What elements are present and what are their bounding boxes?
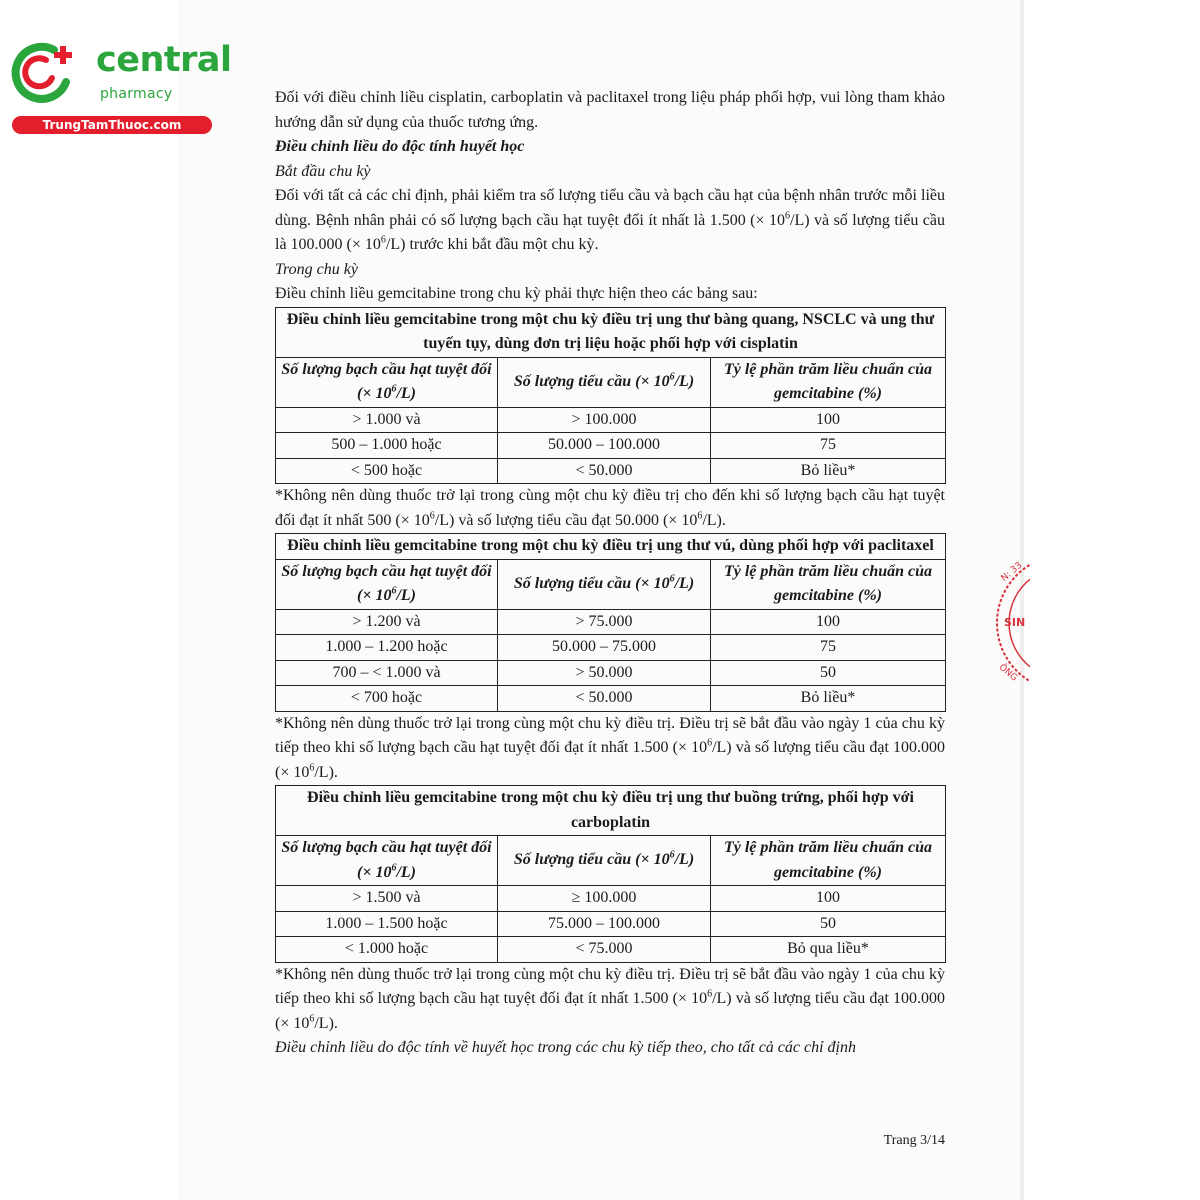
table-row: 700 – < 1.000 và > 50.000 50 xyxy=(276,660,946,686)
table-title: Điều chỉnh liều gemcitabine trong một chu kỳ điều trị ung thư vú, dùng phối hợp với paclitaxel xyxy=(276,534,946,560)
logo-url-badge[interactable]: TrungTamThuoc.com xyxy=(12,116,212,134)
paragraph-start-cycle: Đối với tất cả các chỉ định, phải kiểm tra số lượng tiểu cầu và bạch cầu hạt của bệnh nhân trước mỗi liều dùng. Bệnh nhân phải có số lượng bạch cầu hạt tuyệt đối ít nhất là 1.500 (× $10^6/L$) và số lượng tiểu cầu là 100.000 (× $10^6/L$) trước khi bắt đầu một chu kỳ. xyxy=(275,187,945,253)
subheading-start-cycle: Bắt đầu chu kỳ xyxy=(275,162,371,180)
document-body xyxy=(275,86,945,1061)
column-header-dose-percent: Tỷ lệ phần trăm liều chuẩn của gemcitabine (%) xyxy=(711,559,946,609)
dose-table-breast xyxy=(275,533,946,712)
column-header-dose-percent: Tỷ lệ phần trăm liều chuẩn của gemcitabine (%) xyxy=(711,836,946,886)
pharmacy-cross-icon xyxy=(10,38,78,106)
page-number: Trang 3/14 xyxy=(883,1133,945,1148)
logo-name: central xyxy=(96,40,232,80)
subheading-in-cycle: Trong chu kỳ xyxy=(275,260,358,278)
column-header-platelets: Số lượng tiểu cầu (× $10^6/L$) xyxy=(498,357,711,407)
paragraph-in-cycle: Điều chỉnh liều gemcitabine trong chu kỳ phải thực hiện theo các bảng sau: xyxy=(275,285,758,302)
dose-table-ovarian xyxy=(275,785,946,963)
stamp-line-mid: SIN xyxy=(1004,616,1026,629)
central-pharmacy-logo[interactable] xyxy=(10,38,232,138)
column-header-granulocytes: Số lượng bạch cầu hạt tuyệt đối (× $10^6/L$) xyxy=(276,559,498,609)
footnote-table-1: *Không nên dùng thuốc trở lại trong cùng một chu kỳ điều trị cho đến khi số lượng bạch cầu hạt tuyệt đối đạt ít nhất 500 (× $10^6/L$) và số lượng tiểu cầu đạt 50.000 (× $10^6/L$). xyxy=(275,487,945,529)
column-header-dose-percent: Tỷ lệ phần trăm liều chuẩn của gemcitabine (%) xyxy=(711,357,946,407)
table-row: 500 – 1.000 hoặc 50.000 – 100.000 75 xyxy=(276,433,946,459)
footnote-table-2: *Không nên dùng thuốc trở lại trong cùng một chu kỳ điều trị. Điều trị sẽ bắt đầu vào ngày 1 của chu kỳ tiếp theo khi số lượng bạch cầu hạt tuyệt đối đạt ít nhất 1.500 (× $10^6/L$) và số lượng tiểu cầu đạt 100.000 (× $10^6/L$). xyxy=(275,714,945,781)
dose-table-bladder-nsclc-pancreatic xyxy=(275,307,946,485)
column-header-platelets: Số lượng tiểu cầu (× $10^6/L$) xyxy=(498,836,711,886)
stamp-line-top: N: 33 xyxy=(999,560,1025,584)
stamp-line-bot: ÔNG xyxy=(996,662,1020,684)
table-row: > 1.000 và > 100.000 100 xyxy=(276,407,946,433)
column-header-granulocytes: Số lượng bạch cầu hạt tuyệt đối (× $10^6/L$) xyxy=(276,836,498,886)
footnote-table-3: *Không nên dùng thuốc trở lại trong cùng một chu kỳ điều trị. Điều trị sẽ bắt đầu vào ngày 1 của chu kỳ tiếp theo khi số lượng bạch cầu hạt tuyệt đối đạt ít nhất 1.500 (× $10^6/L$) và số lượng tiểu cầu đạt 100.000 (× $10^6/L$). xyxy=(275,965,945,1032)
table-row: < 500 hoặc < 50.000 Bỏ liều* xyxy=(276,458,946,484)
intro-paragraph: Đối với điều chỉnh liều cisplatin, carboplatin và paclitaxel trong liệu pháp phối hợp, vui lòng tham khảo hướng dẫn sử dụng của thuốc tương ứng. xyxy=(275,89,945,131)
red-stamp xyxy=(990,548,1030,698)
table-title: Điều chỉnh liều gemcitabine trong một chu kỳ điều trị ung thư bàng quang, NSCLC và ung thư tuyến tụy, dùng đơn trị liệu hoặc phối hợp với cisplatin xyxy=(276,307,946,357)
table-row: 1.000 – 1.200 hoặc 50.000 – 75.000 75 xyxy=(276,635,946,661)
column-header-platelets: Số lượng tiểu cầu (× $10^6/L$) xyxy=(498,559,711,609)
column-header-granulocytes: Số lượng bạch cầu hạt tuyệt đối (× $10^6/L$) xyxy=(276,357,498,407)
table-row: > 1.500 và ≥ 100.000 100 xyxy=(276,886,946,912)
table-row: 1.000 – 1.500 hoặc 75.000 – 100.000 50 xyxy=(276,911,946,937)
table-row: > 1.200 và > 75.000 100 xyxy=(276,609,946,635)
table-row: < 1.000 hoặc < 75.000 Bỏ qua liều* xyxy=(276,937,946,963)
logo-subtitle: pharmacy xyxy=(100,86,173,102)
closing-subheading: Điều chỉnh liều do độc tính về huyết học trong các chu kỳ tiếp theo, cho tất cả các chỉ định xyxy=(275,1039,856,1056)
section-heading: Điều chỉnh liều do độc tính huyết học xyxy=(275,138,525,155)
table-title: Điều chỉnh liều gemcitabine trong một chu kỳ điều trị ung thư buồng trứng, phối hợp với carboplatin xyxy=(276,786,946,836)
table-row: < 700 hoặc < 50.000 Bỏ liều* xyxy=(276,686,946,712)
